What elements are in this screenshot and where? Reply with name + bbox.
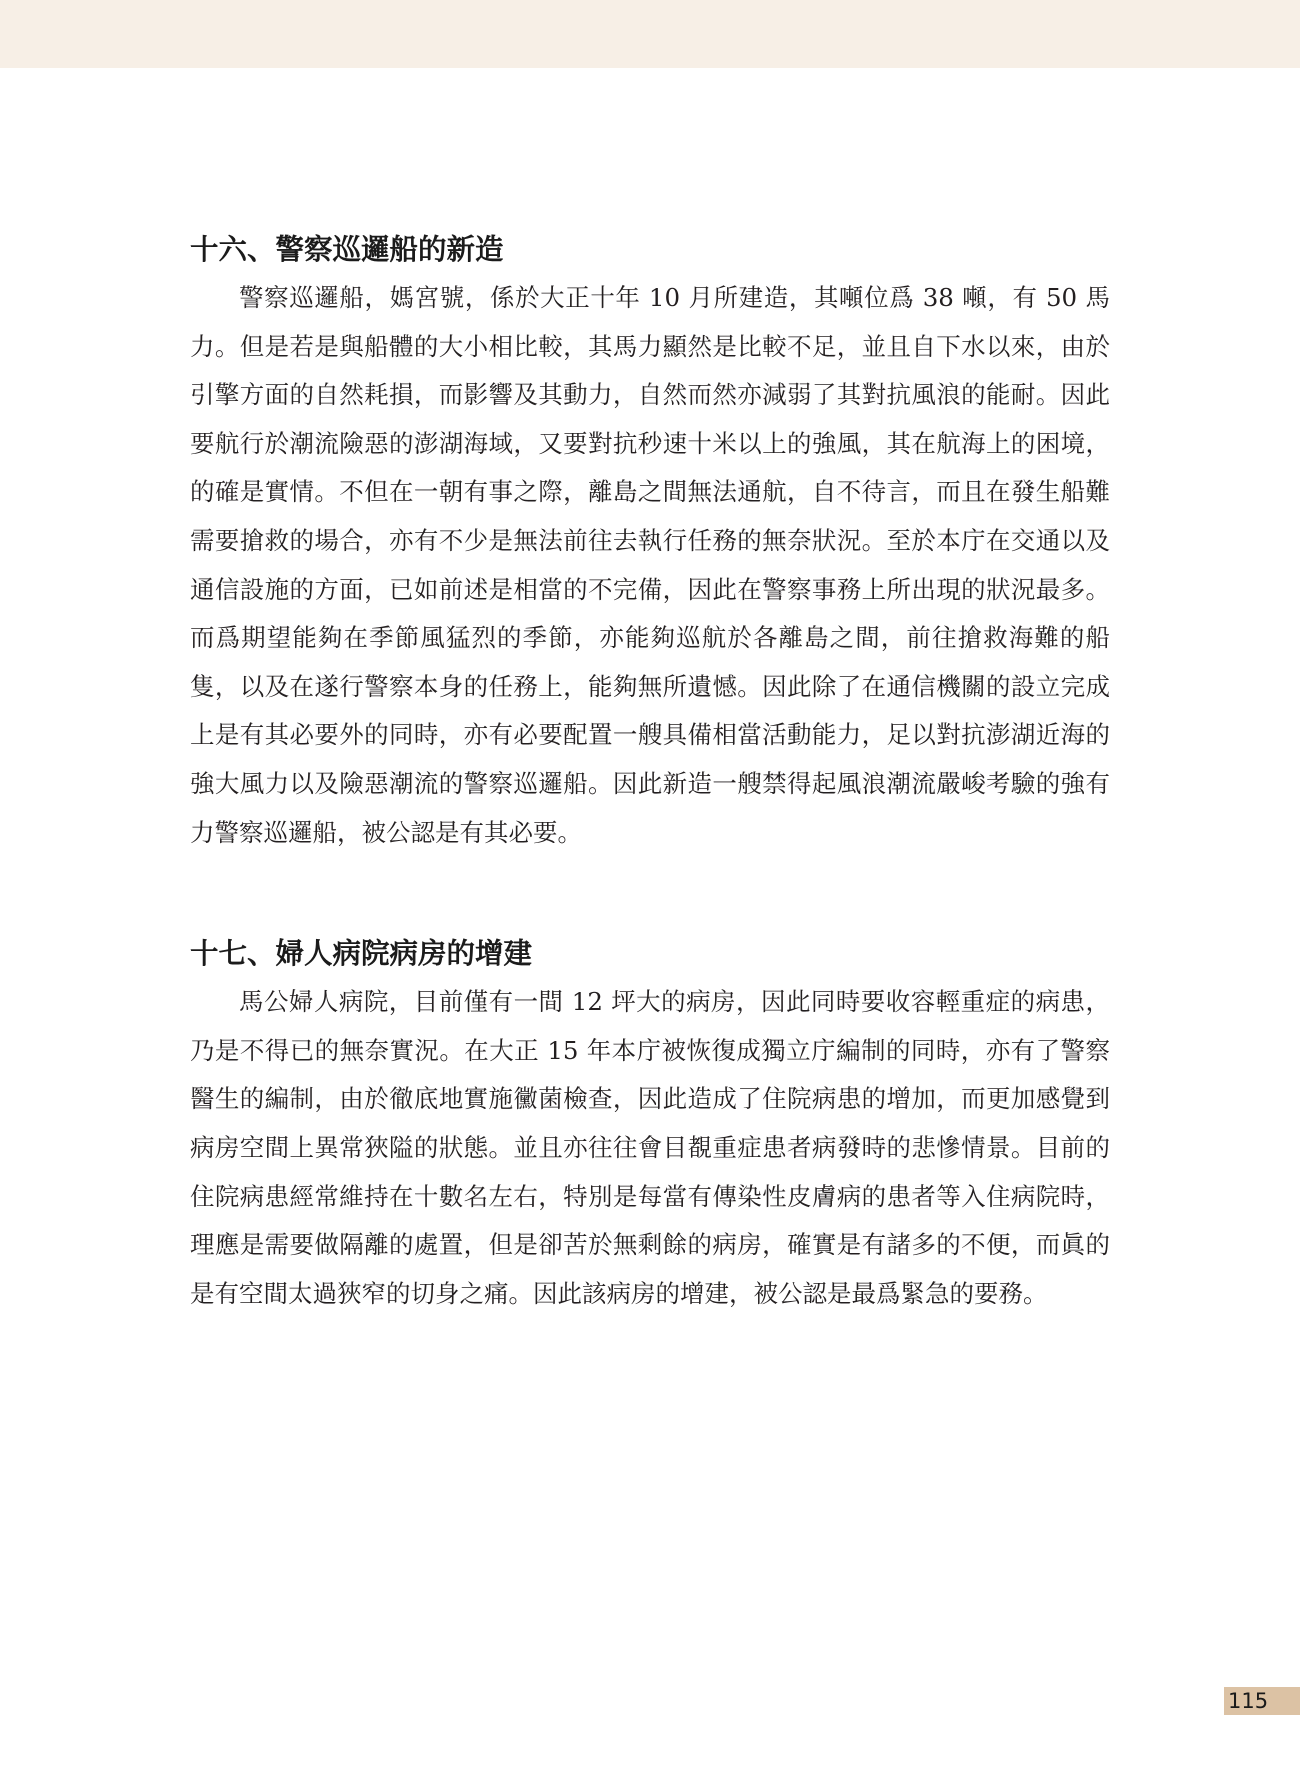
header-band: [0, 0, 1300, 68]
page-content: [190, 228, 1110, 1318]
section-paragraph: 警察巡邏船，媽宮號，係於大正十年 10 月所建造，其噸位爲 38 噸，有 50 馬力。但是若是與船體的大小相比較，其馬力顯然是比較不足，並且自下水以來，由於引擎方面的自然耗損，而影響及其動力，自然而然亦減弱了其對抗風浪的能耐。因此要航行於潮流險惡的澎湖海域，又要對抗秒速十米以上的強風，其在航海上的困境，的確是實情。不但在一朝有事之際，離島之間無法通航，自不待言，而且在發生船難需要搶救的場合，亦有不少是無法前往去執行任務的無奈狀況。至於本庁在交通以及通信設施的方面，已如前述是相當的不完備，因此在警察事務上所出現的狀況最多。而爲期望能夠在季節風猛烈的季節，亦能夠巡航於各離島之間，前往搶救海難的船隻，以及在遂行警察本身的任務上，能夠無所遺憾。因此除了在通信機關的設立完成上是有其必要外的同時，亦有必要配置一艘具備相當活動能力，足以對抗澎湖近海的強大風力以及險惡潮流的警察巡邏船。因此新造一艘禁得起風浪潮流嚴峻考驗的強有力警察巡邏船，被公認是有其必要。: [190, 283, 1110, 847]
section-paragraph: 馬公婦人病院，目前僅有一間 12 坪大的病房，因此同時要收容輕重症的病患，乃是不得已的無奈實況。在大正 15 年本庁被恢復成獨立庁編制的同時，亦有了警察醫生的編制，由於徹底地實施黴菌檢查，因此造成了住院病患的增加，而更加感覺到病房空間上異常狹隘的狀態。並且亦往往會目覩重症患者病發時的悲慘情景。目前的住院病患經常維持在十數名左右，特別是每當有傳染性皮膚病的患者等入住病院時，理應是需要做隔離的處置，但是卻苦於無剩餘的病房，確實是有諸多的不便，而眞的是有空間太過狹窄的切身之痛。因此該病房的增建，被公認是最爲緊急的要務。: [190, 987, 1110, 1308]
page-number: 115: [1224, 1687, 1300, 1715]
section-title: 十六、警察巡邏船的新造: [190, 233, 504, 266]
section-hospital-ward: [190, 932, 1110, 1318]
section-patrol-boat: [190, 228, 1110, 857]
section-title: 十七、婦人病院病房的增建: [190, 937, 533, 971]
